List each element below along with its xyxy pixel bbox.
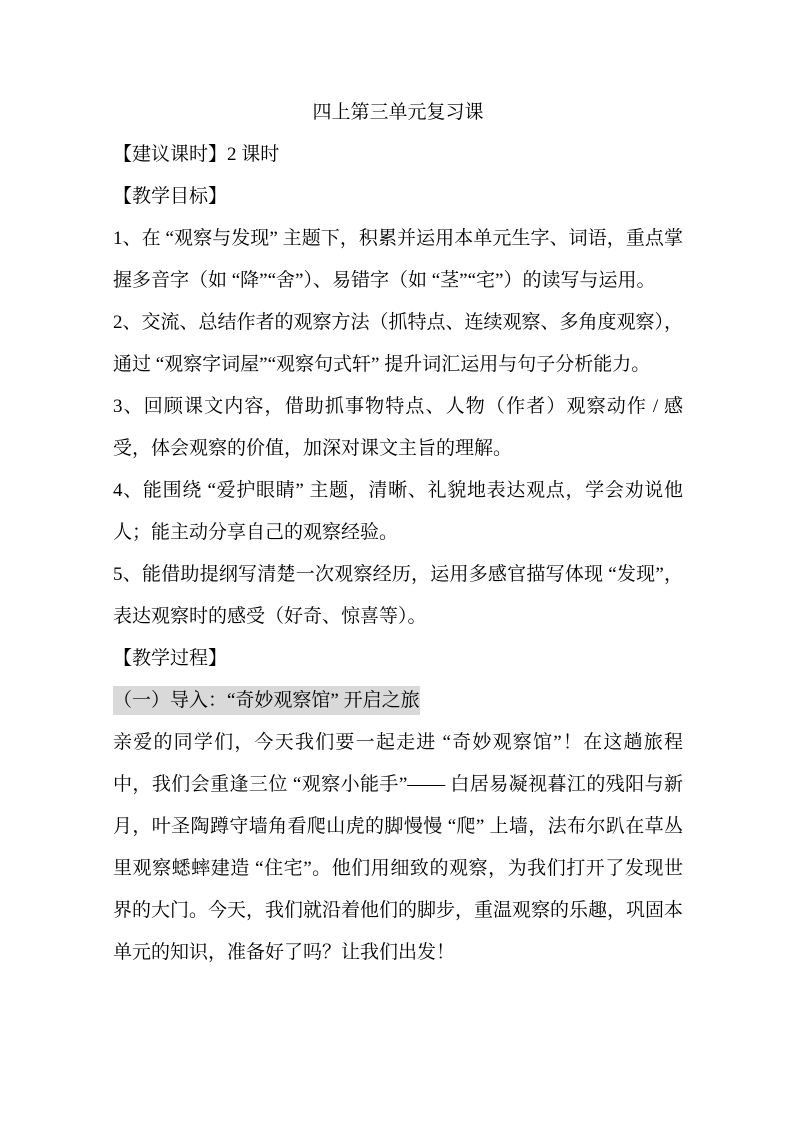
- suggested-periods-line: 【建议课时】2 课时: [113, 144, 280, 165]
- lead-in-paragraph: 亲爱的同学们，今天我们要一起走进 “奇妙观察馆”！在这趟旅程中，我们会重逢三位 “观察小能手”—— 白居易凝视暮江的残阳与新月，叶圣陶蹲守墙角看爬山虎的脚慢慢 “爬” 上墙，法布尔趴在草丛里观察蟋蟀建造 “住宅”。他们用细致的观察，为我们打开了发现世界的大门。今天，我们就沿着他们的脚步，重温观察的乐趣，巩固本单元的知识，准备好了吗？让我们出发！: [113, 732, 684, 963]
- document-title: 四上第三单元复习课: [312, 102, 484, 123]
- lead-in-heading-highlight: （一）导入：“奇妙观察馆” 开启之旅: [113, 686, 420, 715]
- lead-in-heading: [113, 680, 683, 722]
- objective-item-4: 4、能围绕 “爱护眼睛” 主题，清晰、礼貌地表达观点，学会劝说他人；能主动分享自己的观察经验。: [113, 480, 683, 543]
- objective-item-2: 2、交流、总结作者的观察方法（抓特点、连续观察、多角度观察），通过 “观察字词屋”“观察句式轩” 提升词汇运用与句子分析能力。: [113, 312, 684, 375]
- objective-item-5: 5、能借助提纲写清楚一次观察经历，运用多感官描写体现 “发现”，表达观察时的感受（好奇、惊喜等）。: [113, 564, 683, 627]
- objective-item-3: 3、回顾课文内容，借助抓事物特点、人物（作者）观察动作 / 感受，体会观察的价值，加深对课文主旨的理解。: [113, 396, 683, 459]
- objective-item-1: 1、在 “观察与发现” 主题下，积累并运用本单元生字、词语，重点掌握多音字（如 “降”“舍”）、易错字（如 “茎”“宅”）的读写与运用。: [113, 228, 683, 291]
- document-content: [113, 92, 683, 974]
- process-heading: 【教学过程】: [113, 648, 228, 669]
- objectives-heading: 【教学目标】: [113, 186, 228, 207]
